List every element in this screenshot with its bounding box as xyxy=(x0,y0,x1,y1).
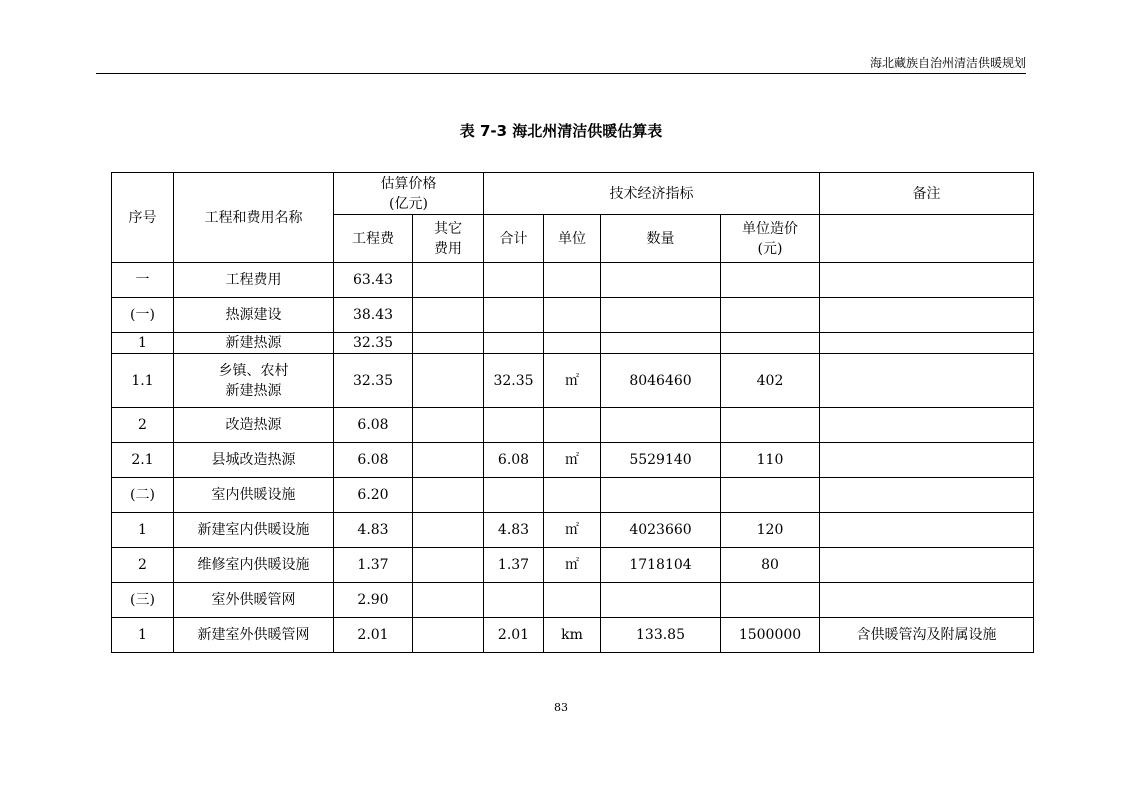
cell-other-fee xyxy=(413,513,484,548)
cell-seq: (三) xyxy=(112,583,174,618)
cell-unit-cost xyxy=(721,478,820,513)
cell-seq: 1.1 xyxy=(112,354,174,408)
cell-other-fee xyxy=(413,408,484,443)
cell-seq: 2.1 xyxy=(112,443,174,478)
header-seq: 序号 xyxy=(112,173,174,263)
cell-seq: 1 xyxy=(112,513,174,548)
cell-total xyxy=(484,333,544,354)
table-row xyxy=(112,298,1034,333)
header-unit-cost xyxy=(721,215,820,263)
cell-total xyxy=(484,298,544,333)
table-title: 表 7-3 海北州清洁供暖估算表 xyxy=(459,122,663,140)
cell-total xyxy=(484,408,544,443)
table-row xyxy=(112,583,1034,618)
cell-qty xyxy=(601,298,721,333)
cell-unit-cost xyxy=(721,298,820,333)
cell-seq: (二) xyxy=(112,478,174,513)
cell-other-fee xyxy=(413,298,484,333)
cell-remark xyxy=(820,408,1034,443)
cell-name: 改造热源 xyxy=(174,408,334,443)
cell-total xyxy=(484,478,544,513)
cell-eng-fee: 38.43 xyxy=(334,298,413,333)
cell-unit xyxy=(544,263,601,298)
cell-name: 县城改造热源 xyxy=(174,443,334,478)
cell-eng-fee: 32.35 xyxy=(334,333,413,354)
cell-other-fee xyxy=(413,354,484,408)
header-remark: 备注 xyxy=(820,173,1034,215)
table-row xyxy=(112,618,1034,653)
cell-other-fee xyxy=(413,618,484,653)
cell-unit: ㎡ xyxy=(544,354,601,408)
header-price-group xyxy=(334,173,484,215)
cell-name: 新建室内供暖设施 xyxy=(174,513,334,548)
cell-eng-fee: 32.35 xyxy=(334,354,413,408)
table-row xyxy=(112,333,1034,354)
cell-other-fee xyxy=(413,478,484,513)
cell-other-fee xyxy=(413,443,484,478)
cell-total: 1.37 xyxy=(484,548,544,583)
header-other-line1: 其它 xyxy=(434,220,462,237)
header-unit-cost-line2: (元) xyxy=(757,240,783,257)
header-remark-blank xyxy=(820,215,1034,263)
cell-eng-fee: 4.83 xyxy=(334,513,413,548)
cell-eng-fee: 2.01 xyxy=(334,618,413,653)
cell-remark xyxy=(820,513,1034,548)
cell-unit: km xyxy=(544,618,601,653)
cell-total xyxy=(484,583,544,618)
header-name: 工程和费用名称 xyxy=(174,173,334,263)
cell-unit-cost: 1500000 xyxy=(721,618,820,653)
cell-name: 工程费用 xyxy=(174,263,334,298)
cell-unit-cost xyxy=(721,583,820,618)
cell-unit-cost: 120 xyxy=(721,513,820,548)
table-row xyxy=(112,548,1034,583)
cell-qty: 4023660 xyxy=(601,513,721,548)
cell-other-fee xyxy=(413,548,484,583)
cell-seq: 1 xyxy=(112,618,174,653)
cell-name: 维修室内供暖设施 xyxy=(174,548,334,583)
cell-qty xyxy=(601,263,721,298)
cell-eng-fee: 6.20 xyxy=(334,478,413,513)
cell-name: 室外供暖管网 xyxy=(174,583,334,618)
cell-name-line1: 乡镇、农村 xyxy=(218,362,289,379)
cell-qty: 133.85 xyxy=(601,618,721,653)
cell-unit xyxy=(544,478,601,513)
cell-unit: ㎡ xyxy=(544,443,601,478)
cell-remark xyxy=(820,263,1034,298)
cell-unit xyxy=(544,333,601,354)
cell-seq: 一 xyxy=(112,263,174,298)
cell-total: 2.01 xyxy=(484,618,544,653)
header-other-fee xyxy=(413,215,484,263)
cell-eng-fee: 6.08 xyxy=(334,408,413,443)
cell-qty xyxy=(601,333,721,354)
table-row xyxy=(112,513,1034,548)
page-number: 83 xyxy=(554,701,568,714)
cell-total xyxy=(484,263,544,298)
cell-name: 新建室外供暖管网 xyxy=(174,618,334,653)
cell-unit-cost: 110 xyxy=(721,443,820,478)
cell-remark xyxy=(820,478,1034,513)
cell-unit xyxy=(544,298,601,333)
cell-total: 32.35 xyxy=(484,354,544,408)
cell-unit-cost: 402 xyxy=(721,354,820,408)
cell-other-fee xyxy=(413,263,484,298)
cell-name: 新建热源 xyxy=(174,333,334,354)
cell-name xyxy=(174,354,334,408)
header-eng-fee: 工程费 xyxy=(334,215,413,263)
header-other-line2: 费用 xyxy=(434,240,462,257)
header-rule xyxy=(96,73,1026,74)
cell-seq: 2 xyxy=(112,408,174,443)
cell-eng-fee: 2.90 xyxy=(334,583,413,618)
cell-qty xyxy=(601,408,721,443)
cell-remark xyxy=(820,354,1034,408)
header-total: 合计 xyxy=(484,215,544,263)
header-tech-group: 技术经济指标 xyxy=(484,173,820,215)
cell-qty: 8046460 xyxy=(601,354,721,408)
cell-total: 6.08 xyxy=(484,443,544,478)
cell-qty xyxy=(601,583,721,618)
header-price-line1: 估算价格 xyxy=(380,175,437,192)
table-row xyxy=(112,408,1034,443)
cell-remark xyxy=(820,443,1034,478)
cell-remark xyxy=(820,583,1034,618)
cell-qty xyxy=(601,478,721,513)
cell-unit-cost xyxy=(721,263,820,298)
cell-other-fee xyxy=(413,333,484,354)
header-price-line2: (亿元) xyxy=(389,195,428,212)
cell-unit xyxy=(544,408,601,443)
estimate-table xyxy=(111,172,1034,653)
cell-unit xyxy=(544,583,601,618)
header-row-1 xyxy=(112,173,1034,215)
cell-eng-fee: 63.43 xyxy=(334,263,413,298)
cell-unit: ㎡ xyxy=(544,513,601,548)
cell-remark xyxy=(820,333,1034,354)
cell-qty: 1718104 xyxy=(601,548,721,583)
cell-eng-fee: 6.08 xyxy=(334,443,413,478)
cell-remark: 含供暖管沟及附属设施 xyxy=(820,618,1034,653)
cell-total: 4.83 xyxy=(484,513,544,548)
cell-name: 热源建设 xyxy=(174,298,334,333)
cell-other-fee xyxy=(413,583,484,618)
cell-unit: ㎡ xyxy=(544,548,601,583)
cell-unit-cost: 80 xyxy=(721,548,820,583)
table-row xyxy=(112,443,1034,478)
header-qty: 数量 xyxy=(601,215,721,263)
cell-name: 室内供暖设施 xyxy=(174,478,334,513)
table-row xyxy=(112,354,1034,408)
cell-unit-cost xyxy=(721,333,820,354)
cell-eng-fee: 1.37 xyxy=(334,548,413,583)
table-row xyxy=(112,263,1034,298)
cell-seq: 1 xyxy=(112,333,174,354)
cell-seq: 2 xyxy=(112,548,174,583)
cell-name-line2: 新建热源 xyxy=(225,382,282,399)
cell-unit-cost xyxy=(721,408,820,443)
cell-remark xyxy=(820,298,1034,333)
header-unit-cost-line1: 单位造价 xyxy=(742,220,798,237)
cell-qty: 5529140 xyxy=(601,443,721,478)
header-unit: 单位 xyxy=(544,215,601,263)
cell-seq: (一) xyxy=(112,298,174,333)
cell-remark xyxy=(820,548,1034,583)
running-header: 海北藏族自治州清洁供暖规划 xyxy=(869,56,1026,70)
table-row xyxy=(112,478,1034,513)
